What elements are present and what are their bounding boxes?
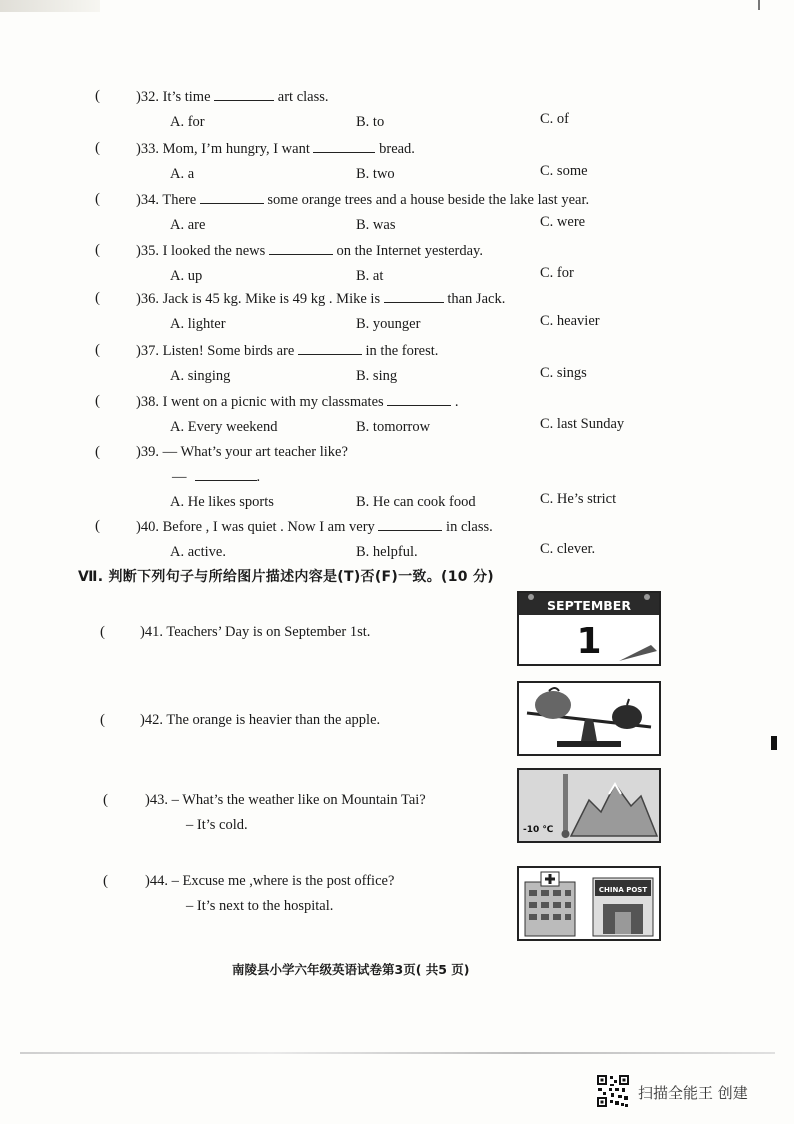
- question-text-after: in class.: [446, 519, 493, 535]
- answer-blank[interactable]: [378, 518, 442, 531]
- section-heading: Ⅶ. 判断下列句子与所给图片描述内容是(T)否(F)一致。(10 分): [78, 569, 494, 585]
- option-b: B. at: [356, 268, 384, 284]
- thermometer-label: -10 ℃: [523, 825, 554, 835]
- option-b: B. helpful.: [356, 544, 418, 560]
- option-b: B. younger: [356, 316, 421, 332]
- question-text-after: than Jack.: [447, 291, 506, 307]
- question-39: )39. — What’s your art teacher like?: [136, 444, 348, 460]
- option-a: A. lighter: [170, 316, 226, 332]
- option-a: A. are: [170, 217, 206, 233]
- question-text-after: .: [454, 394, 459, 410]
- balance-scale-picture: [517, 681, 661, 756]
- question-text: Listen! Some birds are: [162, 343, 295, 359]
- judge-item-43: )43. – What’s the weather like on Mountain Tai?: [145, 792, 426, 808]
- option-c: C. of: [540, 111, 569, 127]
- answer-paren: (: [103, 792, 108, 808]
- option-c: C. sings: [540, 365, 587, 381]
- question-33: )33. Mom, I’m hungry, I want bread.: [136, 141, 415, 157]
- question-number: 33: [140, 141, 156, 157]
- option-a: A. a: [170, 166, 195, 182]
- question-number: 36: [140, 291, 156, 307]
- question-text: There: [162, 192, 197, 208]
- item-number: 44: [149, 873, 165, 889]
- question-text: I went on a picnic with my classmates: [162, 394, 384, 410]
- option-c: C. for: [540, 265, 574, 281]
- question-37: )37. Listen! Some birds are in the forest.: [136, 343, 439, 359]
- option-c: C. last Sunday: [540, 416, 625, 432]
- answer-paren: (: [95, 242, 100, 258]
- question-text: Jack is 45 kg. Mike is 49 kg . Mike is: [162, 291, 381, 307]
- item-text-line2: – It’s next to the hospital.: [186, 898, 334, 914]
- question-text: — What’s your art teacher like?: [162, 444, 348, 460]
- option-c: C. some: [540, 163, 588, 179]
- option-a: A. He likes sports: [170, 494, 274, 510]
- dash: —: [172, 469, 187, 485]
- answer-blank[interactable]: [195, 468, 257, 481]
- question-text-after: in the forest.: [365, 343, 439, 359]
- answer-paren: (: [95, 518, 100, 534]
- question-40: )40. Before , I was quiet . Now I am very in class.: [136, 519, 493, 535]
- answer-paren: (: [95, 88, 100, 104]
- item-text: – Excuse me ,where is the post office?: [171, 873, 395, 889]
- post-office-sign: CHINA POST: [598, 886, 648, 894]
- item-number: 43: [149, 792, 165, 808]
- question-text-after: some orange trees and a house beside the lake last year.: [267, 192, 590, 208]
- answer-paren: (: [95, 191, 100, 207]
- question-number: 35: [140, 243, 156, 259]
- answer-blank[interactable]: [200, 191, 264, 204]
- question-number: 40: [140, 519, 156, 535]
- calendar-picture: [517, 591, 661, 666]
- judge-item-42: )42. The orange is heavier than the apple.: [140, 712, 381, 728]
- margin-mark: [771, 736, 777, 750]
- answer-box[interactable]: [112, 792, 140, 810]
- option-a: A. active.: [170, 544, 226, 560]
- item-text: – What’s the weather like on Mountain Tai?: [171, 792, 426, 808]
- option-b: B. two: [356, 166, 395, 182]
- hospital-post-office-picture: [517, 866, 661, 941]
- judge-item-44: )44. – Excuse me ,where is the post office?: [145, 873, 395, 889]
- option-c: C. He’s strict: [540, 491, 617, 507]
- answer-blank[interactable]: [313, 140, 375, 153]
- answer-paren: (: [100, 624, 105, 640]
- answer-box[interactable]: [112, 712, 140, 730]
- option-c: C. clever.: [540, 541, 596, 557]
- corner-mark: [758, 0, 760, 10]
- option-c: C. heavier: [540, 313, 600, 329]
- option-a: A. singing: [170, 368, 231, 384]
- question-text: It’s time: [162, 89, 211, 105]
- question-38: )38. I went on a picnic with my classmates .: [136, 394, 459, 410]
- option-b: B. was: [356, 217, 396, 233]
- answer-box[interactable]: [112, 873, 140, 891]
- option-b: B. tomorrow: [356, 419, 431, 435]
- item-number: 41: [144, 624, 160, 640]
- question-32: )32. It’s time art class.: [136, 89, 329, 105]
- answer-paren: (: [95, 140, 100, 156]
- answer-paren: (: [100, 712, 105, 728]
- item-text: The orange is heavier than the apple.: [166, 712, 381, 728]
- question-text-after: art class.: [277, 89, 329, 105]
- answer-blank[interactable]: [387, 393, 451, 406]
- question-35: )35. I looked the news on the Internet yesterday.: [136, 243, 483, 259]
- page-footer: 南陵县小学六年级英语试卷第3页( 共5 页): [232, 962, 470, 977]
- answer-box[interactable]: [112, 624, 140, 642]
- item-number: 42: [144, 712, 160, 728]
- question-number: 37: [140, 343, 156, 359]
- option-c: C. were: [540, 214, 586, 230]
- judge-item-41: )41. Teachers’ Day is on September 1st.: [140, 624, 371, 640]
- option-b: B. sing: [356, 368, 398, 384]
- option-b: B. He can cook food: [356, 494, 476, 510]
- answer-blank[interactable]: [214, 88, 274, 101]
- calendar-day-text: 1: [576, 621, 602, 662]
- calendar-month-text: SEPTEMBER: [547, 598, 631, 613]
- question-34: )34. There some orange trees and a house beside the lake last year.: [136, 192, 590, 208]
- question-text: I looked the news: [162, 243, 266, 259]
- option-a: A. for: [170, 114, 205, 130]
- answer-blank[interactable]: [384, 290, 444, 303]
- item-text: Teachers’ Day is on September 1st.: [166, 624, 371, 640]
- scanner-watermark: 扫描全能王 创建: [638, 1084, 748, 1102]
- answer-line: [172, 468, 260, 486]
- period: .: [256, 469, 261, 485]
- answer-paren: (: [95, 444, 100, 460]
- scan-edge-mark: [0, 0, 100, 12]
- option-b: B. to: [356, 114, 385, 130]
- question-text: Before , I was quiet . Now I am very: [162, 519, 375, 535]
- answer-paren: (: [95, 290, 100, 306]
- question-text-after: on the Internet yesterday.: [336, 243, 483, 259]
- item-text-line2: – It’s cold.: [186, 817, 248, 833]
- option-a: A. Every weekend: [170, 419, 278, 435]
- question-number: 32: [140, 89, 156, 105]
- answer-paren: (: [95, 342, 100, 358]
- answer-blank[interactable]: [269, 242, 333, 255]
- question-number: 38: [140, 394, 156, 410]
- answer-paren: (: [103, 873, 108, 889]
- qr-code-icon: [596, 1074, 630, 1108]
- question-number: 39: [140, 444, 156, 460]
- option-a: A. up: [170, 268, 203, 284]
- question-text: Mom, I’m hungry, I want: [162, 141, 310, 157]
- page-bottom-rule: [20, 1052, 775, 1054]
- question-36: )36. Jack is 45 kg. Mike is 49 kg . Mike is than Jack.: [136, 291, 506, 307]
- answer-paren: (: [95, 393, 100, 409]
- question-number: 34: [140, 192, 156, 208]
- cold-mountain-picture: [517, 768, 661, 843]
- answer-blank[interactable]: [298, 342, 362, 355]
- question-text-after: bread.: [379, 141, 415, 157]
